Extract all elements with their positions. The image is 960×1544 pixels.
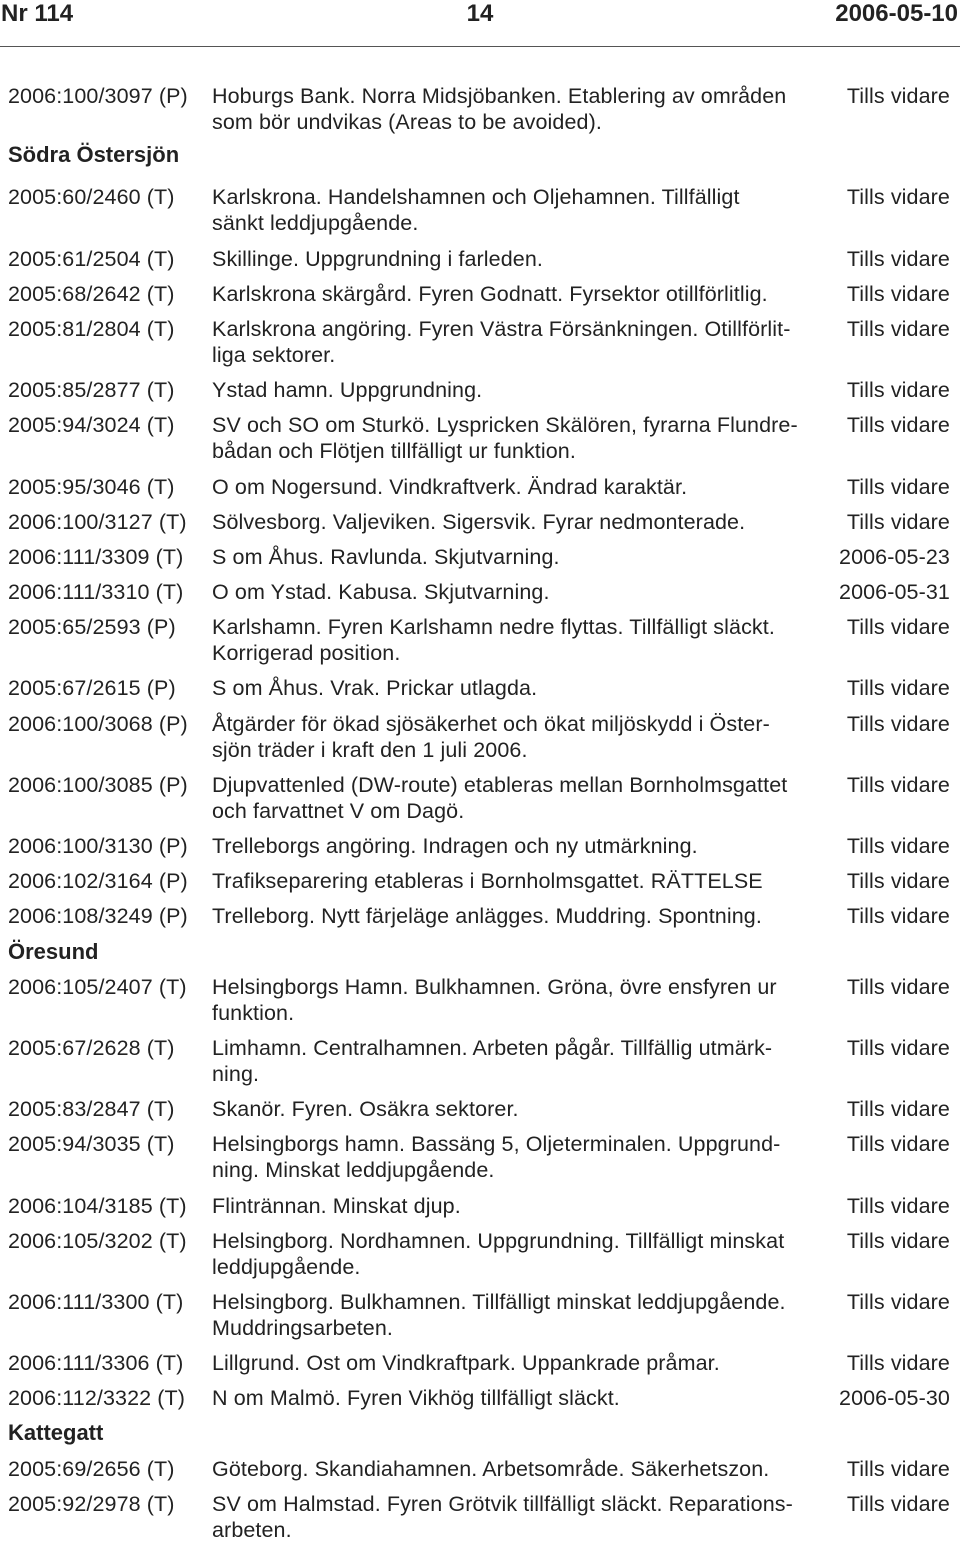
notice-description — [212, 711, 824, 763]
notice-description — [212, 281, 824, 307]
header-rule — [0, 46, 960, 47]
notice-description — [212, 1289, 824, 1341]
notice-number: 2006:100/3068 (P) — [8, 711, 188, 736]
notice-description — [212, 246, 824, 272]
notice-description — [212, 509, 824, 535]
notice-description — [212, 1385, 824, 1411]
description-line: Trelleborg. Nytt färjeläge anlägges. Muddring. Spontning. — [212, 904, 762, 929]
notice-number: 2006:100/3130 (P) — [8, 834, 188, 858]
notice-row — [8, 833, 950, 868]
description-line: Hoburgs Bank. Norra Midsjöbanken. Etablering av områden — [212, 84, 787, 108]
validity: Tills vidare — [846, 772, 950, 797]
validity: Tills vidare — [846, 1456, 950, 1481]
validity: Tills vidare — [846, 84, 950, 108]
notice-row — [8, 1131, 950, 1192]
notice-number: 2005:67/2615 (P) — [8, 676, 176, 701]
notice-row — [8, 1193, 950, 1228]
page-number: 14 — [466, 0, 494, 27]
notice-row — [8, 474, 950, 509]
notice-number: 2006:100/3097 (P) — [8, 84, 188, 108]
notice-number: 2006:105/3202 (T) — [8, 1228, 187, 1253]
description-line: Trafikseparering etableras i Bornholmsgattet. RÄTTELSE — [212, 869, 763, 894]
validity: Tills vidare — [846, 474, 950, 499]
notice-description — [212, 1096, 824, 1122]
validity: Tills vidare — [846, 1035, 950, 1060]
description-line: Karlshamn. Fyren Karlshamn nedre flyttas. Tillfälligt släckt. — [212, 615, 775, 640]
notice-description — [212, 1228, 824, 1280]
notice-number: 2006:111/3300 (T) — [8, 1289, 184, 1314]
notice-number: 2005:92/2978 (T) — [8, 1491, 175, 1516]
notice-row — [8, 772, 950, 833]
notice-row — [8, 579, 950, 614]
validity: Tills vidare — [846, 615, 950, 640]
notice-number: 2005:67/2628 (T) — [8, 1035, 175, 1060]
notice-row — [8, 974, 950, 1035]
validity: Tills vidare — [846, 1351, 950, 1376]
notice-number: 2006:100/3085 (P) — [8, 772, 188, 797]
section-sodra-ostersjon — [8, 142, 950, 938]
notice-row — [8, 1385, 950, 1420]
validity: 2006-05-30 — [839, 1386, 950, 1411]
description-line: Skillinge. Uppgrundning i farleden. — [212, 246, 543, 271]
notice-description — [212, 614, 824, 666]
description-line: S om Åhus. Vrak. Prickar utlagda. — [212, 676, 538, 701]
notice-row — [8, 711, 950, 772]
validity: Tills vidare — [846, 974, 950, 999]
notice-row — [8, 316, 950, 377]
description-line: Ystad hamn. Uppgrundning. — [212, 378, 483, 403]
issue-number: Nr 114 — [1, 0, 74, 27]
notice-number: 2006:111/3310 (T) — [8, 580, 184, 605]
notice-description — [212, 675, 824, 701]
notice-row — [8, 281, 950, 316]
description-line: Sölvesborg. Valjeviken. Sigersvik. Fyrar nedmonterade. — [212, 509, 746, 534]
description-line: ning. Minskat leddjupgående. — [212, 1158, 495, 1183]
description-line: funktion. — [212, 1000, 295, 1025]
validity: Tills vidare — [846, 1289, 950, 1314]
notice-row — [8, 903, 950, 938]
notice-description — [212, 974, 824, 1026]
description-line: sjön träder i kraft den 1 juli 2006. — [212, 737, 528, 762]
description-line: ning. — [212, 1061, 260, 1086]
description-line: Korrigerad position. — [212, 641, 401, 666]
notice-number: 2005:94/3035 (T) — [8, 1132, 175, 1157]
notice-description — [212, 833, 824, 859]
notice-number: 2006:111/3309 (T) — [8, 544, 184, 569]
notice-number: 2005:68/2642 (T) — [8, 281, 175, 306]
section-heading: Öresund — [8, 938, 99, 964]
notice-description — [212, 184, 824, 236]
notice-description — [212, 1193, 824, 1219]
notice-row — [8, 1289, 950, 1350]
notice-number: 2006:105/2407 (T) — [8, 974, 187, 999]
description-line: O om Nogersund. Vindkraftverk. Ändrad karaktär. — [212, 474, 688, 499]
notice-description — [212, 772, 824, 824]
notice-row — [8, 1456, 950, 1491]
notice-row — [8, 246, 950, 281]
description-line: Åtgärder för ökad sjösäkerhet och ökat miljöskydd i Öster- — [212, 711, 770, 736]
validity: Tills vidare — [846, 246, 950, 271]
description-line: O om Ystad. Kabusa. Skjutvarning. — [212, 580, 550, 605]
validity: Tills vidare — [846, 378, 950, 403]
description-line: Helsingborgs hamn. Bassäng 5, Oljeterminalen. Uppgrund- — [212, 1132, 781, 1157]
description-line: Helsingborg. Nordhamnen. Uppgrundning. Tillfälligt minskat — [212, 1228, 785, 1253]
notice-description — [212, 1456, 824, 1482]
description-line: Karlskrona. Handelshamnen och Oljehamnen. Tillfälligt — [212, 185, 740, 210]
notice-row — [8, 509, 950, 544]
notice-description — [212, 903, 824, 929]
notice-number: 2006:112/3322 (T) — [8, 1386, 186, 1411]
validity: Tills vidare — [846, 185, 950, 210]
validity: Tills vidare — [846, 1193, 950, 1218]
description-line: Göteborg. Skandiahamnen. Arbetsområde. Säkerhetszon. — [212, 1456, 770, 1481]
validity: Tills vidare — [846, 316, 950, 341]
validity: 2006-05-31 — [839, 580, 950, 605]
section-kattegatt — [8, 1420, 950, 1542]
description-line: bådan och Flötjen tillfälligt ur funktion. — [212, 439, 576, 464]
notice-description — [212, 1035, 824, 1087]
notice-number: 2005:81/2804 (T) — [8, 316, 175, 341]
description-line: och farvattnet V om Dagö. — [212, 798, 465, 823]
validity: Tills vidare — [846, 413, 950, 438]
notice-description — [212, 544, 824, 570]
notice-description — [212, 377, 824, 403]
notice-row — [8, 184, 950, 245]
notice-number: 2005:65/2593 (P) — [8, 615, 176, 640]
validity: Tills vidare — [846, 676, 950, 701]
validity: 2006-05-23 — [839, 544, 950, 569]
description-line: Trelleborgs angöring. Indragen och ny utmärkning. — [212, 834, 698, 858]
description-line: N om Malmö. Fyren Vikhög tillfälligt släckt. — [212, 1386, 620, 1411]
notice-description — [212, 1350, 824, 1376]
description-line: Muddringsarbeten. — [212, 1315, 393, 1340]
notice-row — [8, 1096, 950, 1131]
notice-row — [8, 83, 950, 144]
validity: Tills vidare — [846, 904, 950, 929]
notice-description — [212, 412, 824, 464]
notice-row — [8, 1228, 950, 1289]
notice-description — [212, 579, 824, 605]
notice-number: 2005:60/2460 (T) — [8, 185, 175, 210]
validity: Tills vidare — [846, 869, 950, 894]
section-heading: Kattegatt — [8, 1420, 104, 1446]
notice-number: 2006:102/3164 (P) — [8, 869, 188, 894]
validity: Tills vidare — [846, 1132, 950, 1157]
description-line: Karlskrona skärgård. Fyren Godnatt. Fyrsektor otillförlitlig. — [212, 281, 768, 306]
notice-description — [212, 83, 824, 135]
notice-number: 2005:94/3024 (T) — [8, 413, 175, 438]
notice-row — [8, 675, 950, 710]
description-line: leddjupgående. — [212, 1254, 361, 1279]
description-line: SV om Halmstad. Fyren Grötvik tillfälligt släckt. Reparations- — [212, 1491, 793, 1516]
description-line: Helsingborg. Bulkhamnen. Tillfälligt minskat leddjupgående. — [212, 1289, 786, 1314]
notice-list — [8, 83, 950, 1543]
notice-number: 2005:83/2847 (T) — [8, 1097, 175, 1122]
notice-row — [8, 377, 950, 412]
validity: Tills vidare — [846, 711, 950, 736]
validity: Tills vidare — [846, 1097, 950, 1122]
description-line: liga sektorer. — [212, 342, 336, 367]
description-line: Lillgrund. Ost om Vindkraftpark. Uppankrade pråmar. — [212, 1351, 720, 1376]
description-line: Djupvattenled (DW-route) etableras mellan Bornholmsgattet — [212, 772, 788, 797]
notice-number: 2006:108/3249 (P) — [8, 904, 188, 929]
section-heading: Södra Östersjön — [8, 142, 180, 168]
description-line: Flintrännan. Minskat djup. — [212, 1193, 461, 1218]
notice-number: 2005:69/2656 (T) — [8, 1456, 175, 1481]
notice-number: 2006:100/3127 (T) — [8, 509, 187, 534]
notice-description — [212, 1491, 824, 1543]
validity: Tills vidare — [846, 834, 950, 858]
description-line: Skanör. Fyren. Osäkra sektorer. — [212, 1097, 519, 1122]
notice-description — [212, 868, 824, 894]
notice-number: 2005:85/2877 (T) — [8, 378, 175, 403]
notice-row — [8, 868, 950, 903]
notice-row — [8, 1350, 950, 1385]
validity: Tills vidare — [846, 1228, 950, 1253]
notice-row — [8, 614, 950, 675]
notice-description — [212, 316, 824, 368]
notice-number: 2006:111/3306 (T) — [8, 1351, 184, 1376]
description-line: Karlskrona angöring. Fyren Västra Försänkningen. Otillförlit- — [212, 316, 791, 341]
page-header — [0, 0, 960, 28]
notice-description — [212, 474, 824, 500]
description-line: sänkt leddjupgående. — [212, 211, 419, 236]
notice-number: 2005:61/2504 (T) — [8, 246, 175, 271]
notice-row — [8, 1491, 950, 1543]
description-line: S om Åhus. Ravlunda. Skjutvarning. — [212, 544, 560, 569]
description-line: SV och SO om Sturkö. Lyspricken Skälören, fyrarna Flundre- — [212, 413, 798, 438]
notice-description — [212, 1131, 824, 1183]
notice-row — [8, 1035, 950, 1096]
validity: Tills vidare — [846, 281, 950, 306]
description-line: som bör undvikas (Areas to be avoided). — [212, 110, 602, 134]
validity: Tills vidare — [846, 509, 950, 534]
validity: Tills vidare — [846, 1491, 950, 1516]
notice-row — [8, 412, 950, 473]
notice-number: 2005:95/3046 (T) — [8, 474, 175, 499]
description-line: Limhamn. Centralhamnen. Arbeten pågår. Tillfällig utmärk- — [212, 1035, 773, 1060]
section-oresund — [8, 939, 950, 1421]
notice-number: 2006:104/3185 (T) — [8, 1193, 187, 1218]
issue-date: 2006-05-10 — [835, 0, 958, 27]
description-line: Helsingborgs Hamn. Bulkhamnen. Gröna, övre ensfyren ur — [212, 974, 777, 999]
description-line: arbeten. — [212, 1517, 292, 1542]
notice-row — [8, 544, 950, 579]
